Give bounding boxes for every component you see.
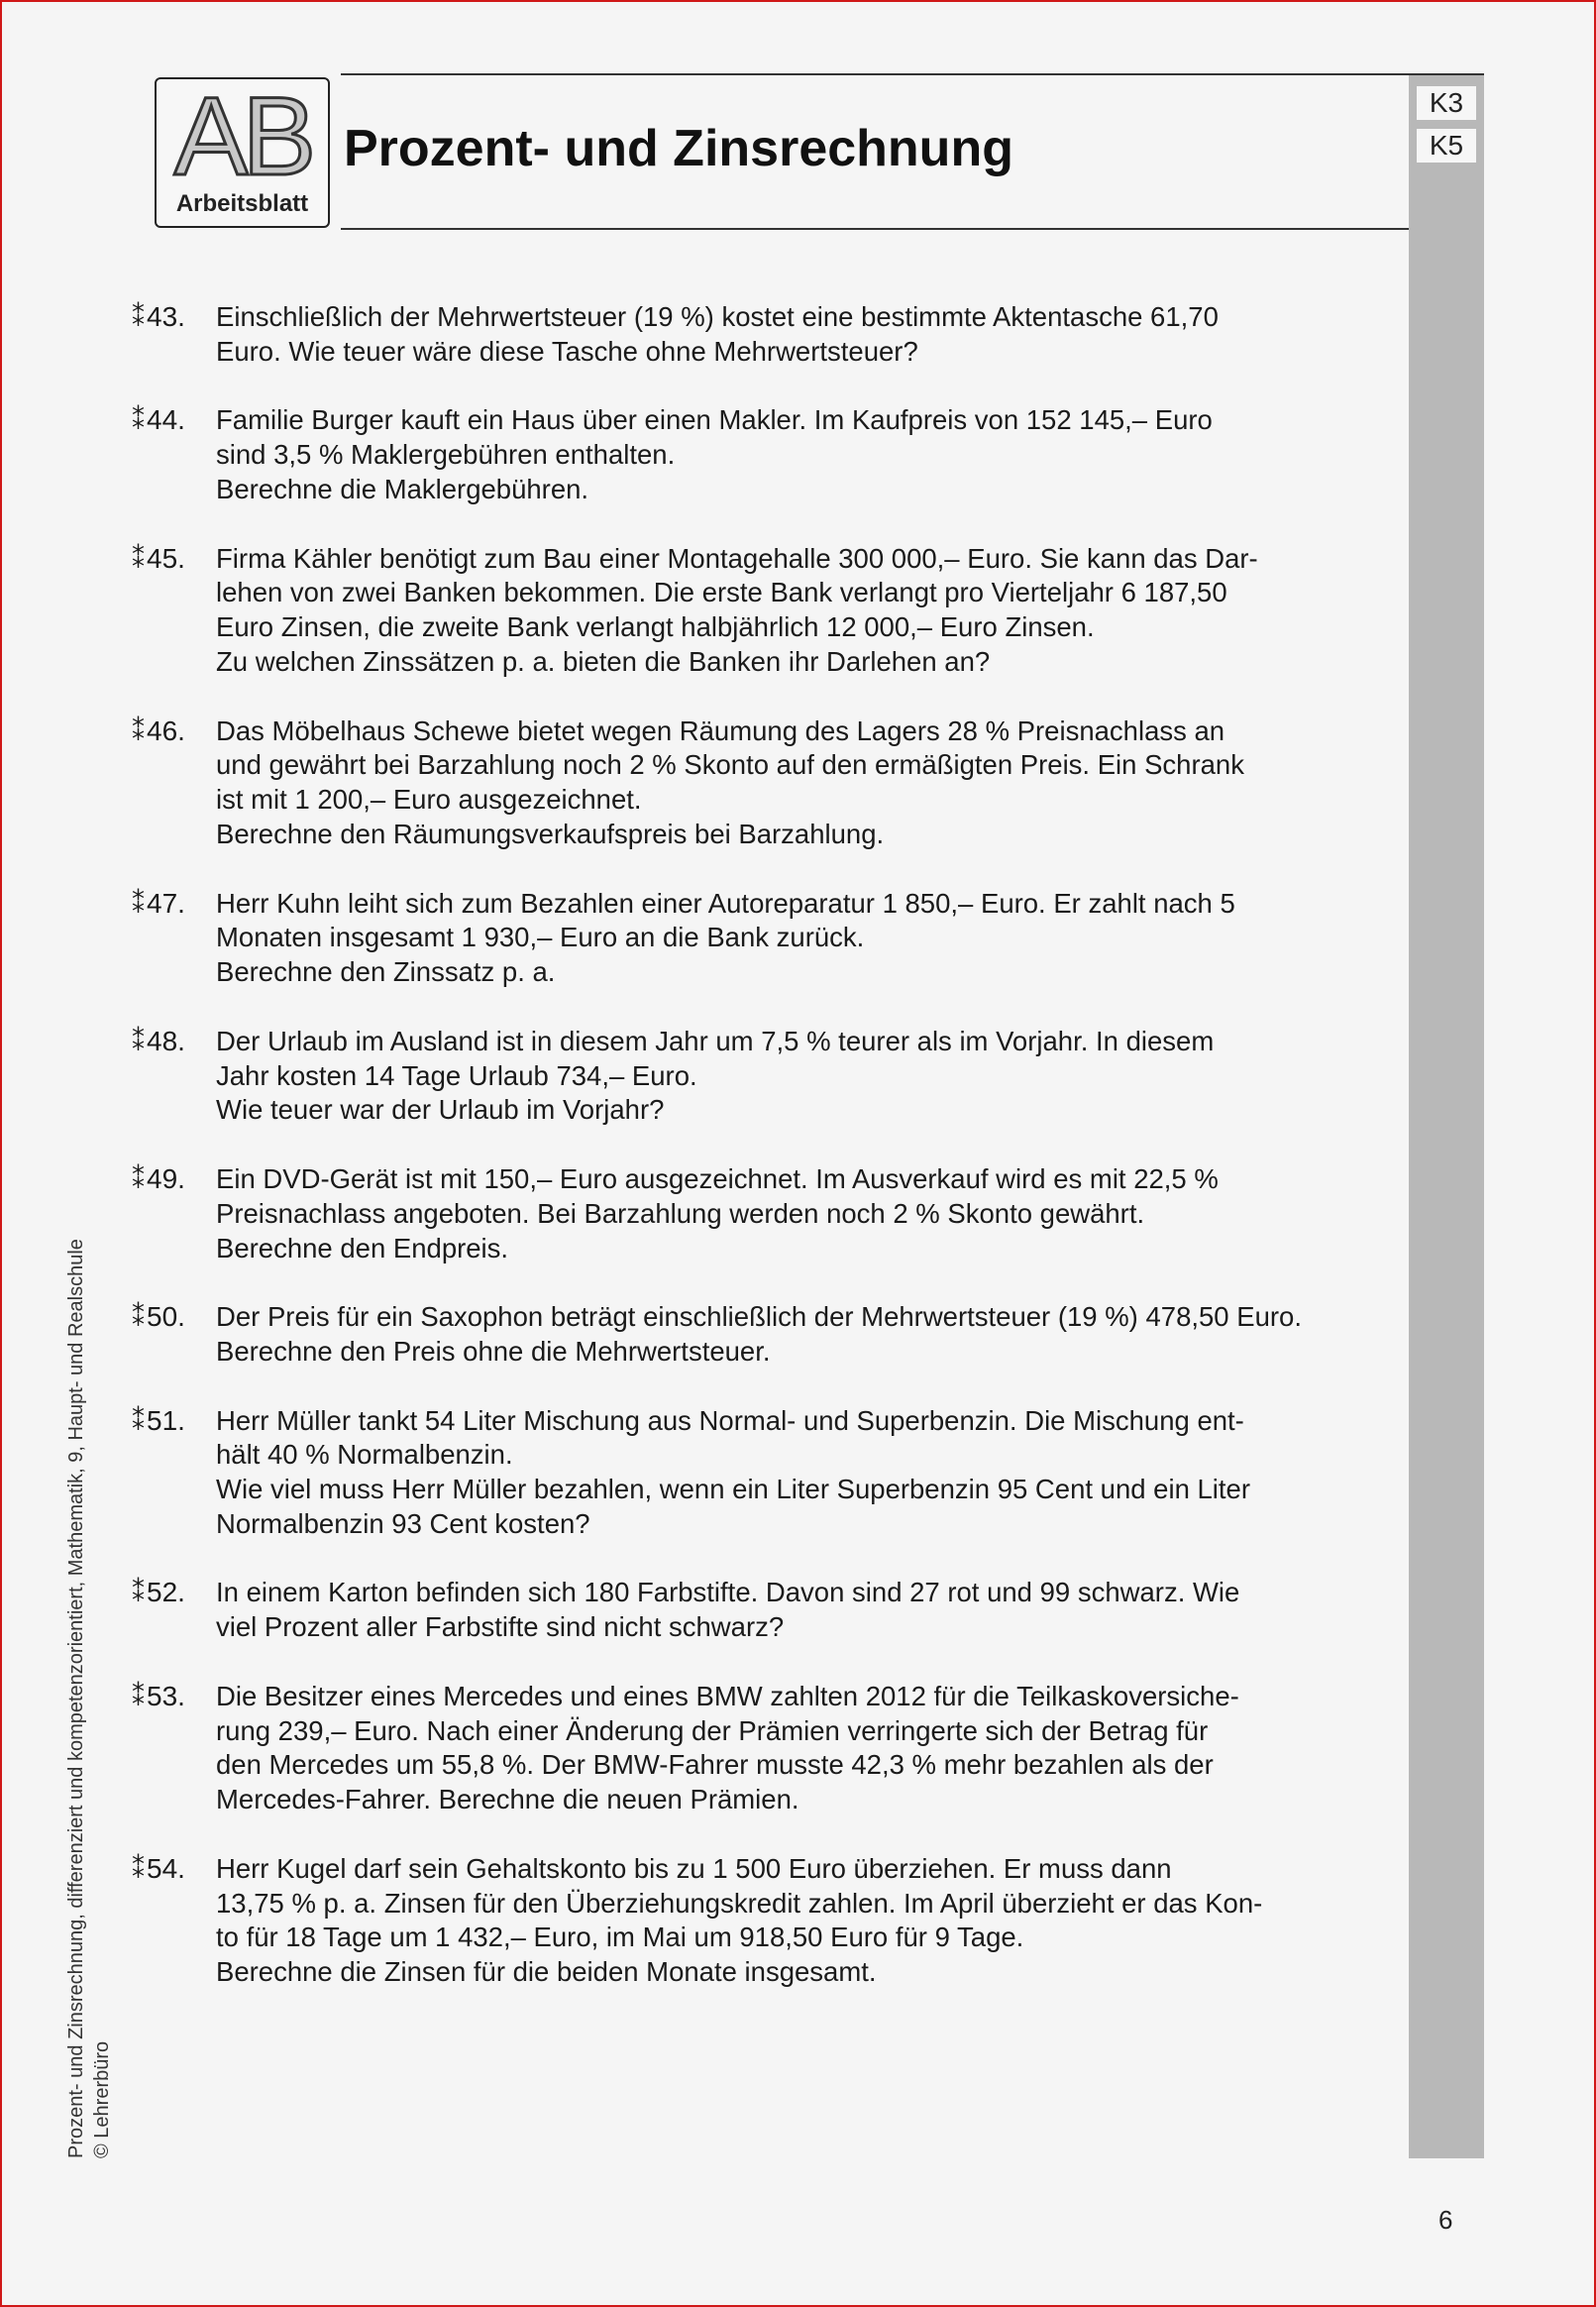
difficulty-icon: ⁑ [132, 1302, 145, 1333]
task-text: Herr Kuhn leiht sich zum Bezahlen einer Autoreparatur 1 850,– Euro. Er zahlt nach 5 Monaten insgesamt 1 930,– Euro an die Bank zurück. Berechne den Zinssatz p. a. [216, 887, 1235, 988]
difficulty-icon: ⁑ [132, 888, 145, 919]
task-text: Der Urlaub im Ausland ist in diesem Jahr um 7,5 % teurer als im Vorjahr. In diesem Jahr kosten 14 Tage Urlaub 734,– Euro. Wie teuer war der Urlaub im Vorjahr? [216, 1025, 1215, 1126]
difficulty-icon: ⁑ [132, 1853, 145, 1884]
side-bar [1409, 75, 1484, 2158]
page-title: Prozent- und Zinsrechnung [344, 120, 1013, 177]
task-number: ⁑43. [132, 301, 185, 332]
difficulty-icon: ⁑ [132, 1578, 145, 1608]
task-item [132, 1852, 1330, 1990]
copyright-credit [63, 1239, 115, 2158]
task-number: ⁑44. [132, 404, 185, 436]
difficulty-icon: ⁑ [132, 1405, 145, 1436]
difficulty-icon: ⁑ [132, 1681, 145, 1711]
difficulty-icon: ⁑ [132, 543, 145, 574]
task-text: Familie Burger kauft ein Haus über einen Makler. Im Kaufpreis von 152 145,– Euro sind 3,5 % Maklergebühren enthalten. Berechne die Maklergebühren. [216, 404, 1213, 504]
task-number: ⁑51. [132, 1404, 185, 1436]
difficulty-icon: ⁑ [132, 715, 145, 746]
task-number: ⁑48. [132, 1025, 185, 1056]
task-item [132, 1025, 1330, 1128]
task-text: In einem Karton befinden sich 180 Farbstifte. Davon sind 27 rot und 99 schwarz. Wie viel Prozent aller Farbstifte sind nicht schwarz? [216, 1577, 1240, 1643]
task-item [132, 1576, 1330, 1645]
task-item [132, 1300, 1330, 1370]
task-item [132, 714, 1330, 852]
task-text: Herr Müller tankt 54 Liter Mischung aus Normal- und Superbenzin. Die Mischung ent- hält 40 % Normalbenzin. Wie viel muss Herr Müller bezahlen, wenn ein Liter Superbenzin 95 Cent und ein Liter Normalbenzin 93 Cent kosten? [216, 1404, 1251, 1539]
task-item [132, 300, 1330, 370]
task-number: ⁑49. [132, 1162, 185, 1194]
difficulty-icon: ⁑ [132, 1026, 145, 1056]
task-text: Das Möbelhaus Schewe bietet wegen Räumung des Lagers 28 % Preisnachlass an und gewährt bei Barzahlung noch 2 % Skonto auf den ermäßigten Preis. Ein Schrank ist mit 1 200,– Euro ausgezeichnet. Berechne den Räumungsverkaufspreis bei Barzahlung. [216, 714, 1244, 849]
task-number: ⁑53. [132, 1680, 185, 1711]
copyright-line: © Lehrerbüro [91, 2040, 113, 2158]
task-text: Herr Kugel darf sein Gehaltskonto bis zu 1 500 Euro überziehen. Er muss dann 13,75 % p. a. Zinsen für den Überziehungskredit zahlen. Im April überzieht er das Kon- to für 18 Tage um 1 432,– Euro, im Mai um 918,50 Euro für 9 Tage. Berechne die Zinsen für die beiden Monate insgesamt. [216, 1852, 1263, 1988]
task-item [132, 542, 1330, 680]
task-number: ⁑47. [132, 887, 185, 919]
task-text: Die Besitzer eines Mercedes und eines BMW zahlten 2012 für die Teilkaskoversiche- rung 239,– Euro. Nach einer Änderung der Prämien verringerte sich der Betrag für den Mercedes um 55,8 %. Der BMW-Fahrer musste 42,3 % mehr bezahlen als der Mercedes-Fahrer. Berechne die neuen Prämien. [216, 1680, 1239, 1815]
difficulty-icon: ⁑ [132, 405, 145, 436]
difficulty-icon: ⁑ [132, 302, 145, 332]
task-text: Firma Kähler benötigt zum Bau einer Montagehalle 300 000,– Euro. Sie kann das Dar- lehen von zwei Banken bekommen. Die erste Bank verlangt pro Vierteljahr 6 187,50 Euro Zinsen, die zweite Bank verlangt halbjährlich 12 000,– Euro Zinsen. Zu welchen Zinssätzen p. a. bieten die Banken ihr Darlehen an? [216, 542, 1258, 677]
logo-letters: AB [173, 74, 311, 198]
competence-tag-k3: K3 [1417, 86, 1476, 120]
task-number: ⁑50. [132, 1301, 185, 1333]
difficulty-icon: ⁑ [132, 1163, 145, 1194]
task-number: ⁑52. [132, 1577, 185, 1608]
page-number: 6 [1438, 2205, 1453, 2235]
task-item [132, 403, 1330, 506]
task-text: Ein DVD-Gerät ist mit 150,– Euro ausgezeichnet. Im Ausverkauf wird es mit 22,5 % Preisnachlass angeboten. Bei Barzahlung werden noch 2 % Skonto gewährt. Berechne den Endpreis. [216, 1162, 1219, 1263]
task-item [132, 1162, 1330, 1265]
task-list [132, 300, 1330, 2025]
task-number: ⁑45. [132, 542, 185, 574]
task-text: Der Preis für ein Saxophon beträgt einschließlich der Mehrwertsteuer (19 %) 478,50 Euro. Berechne den Preis ohne die Mehrwertsteuer. [216, 1301, 1302, 1367]
task-item [132, 1404, 1330, 1542]
logo-caption: Arbeitsblatt [175, 190, 309, 217]
credit-line: Prozent- und Zinsrechnung, differenziert und kompetenzorientiert, Mathematik, 9, Haupt- und Realschule [65, 1239, 87, 2158]
task-item [132, 887, 1330, 990]
task-number: ⁑54. [132, 1852, 185, 1884]
task-item [132, 1680, 1330, 1817]
worksheet-logo [155, 74, 330, 228]
competence-tag-k5: K5 [1417, 129, 1476, 163]
task-number: ⁑46. [132, 714, 185, 746]
task-text: Einschließlich der Mehrwertsteuer (19 %) kostet eine bestimmte Aktentasche 61,70 Euro. Wie teuer wäre diese Tasche ohne Mehrwertsteuer? [216, 301, 1219, 367]
